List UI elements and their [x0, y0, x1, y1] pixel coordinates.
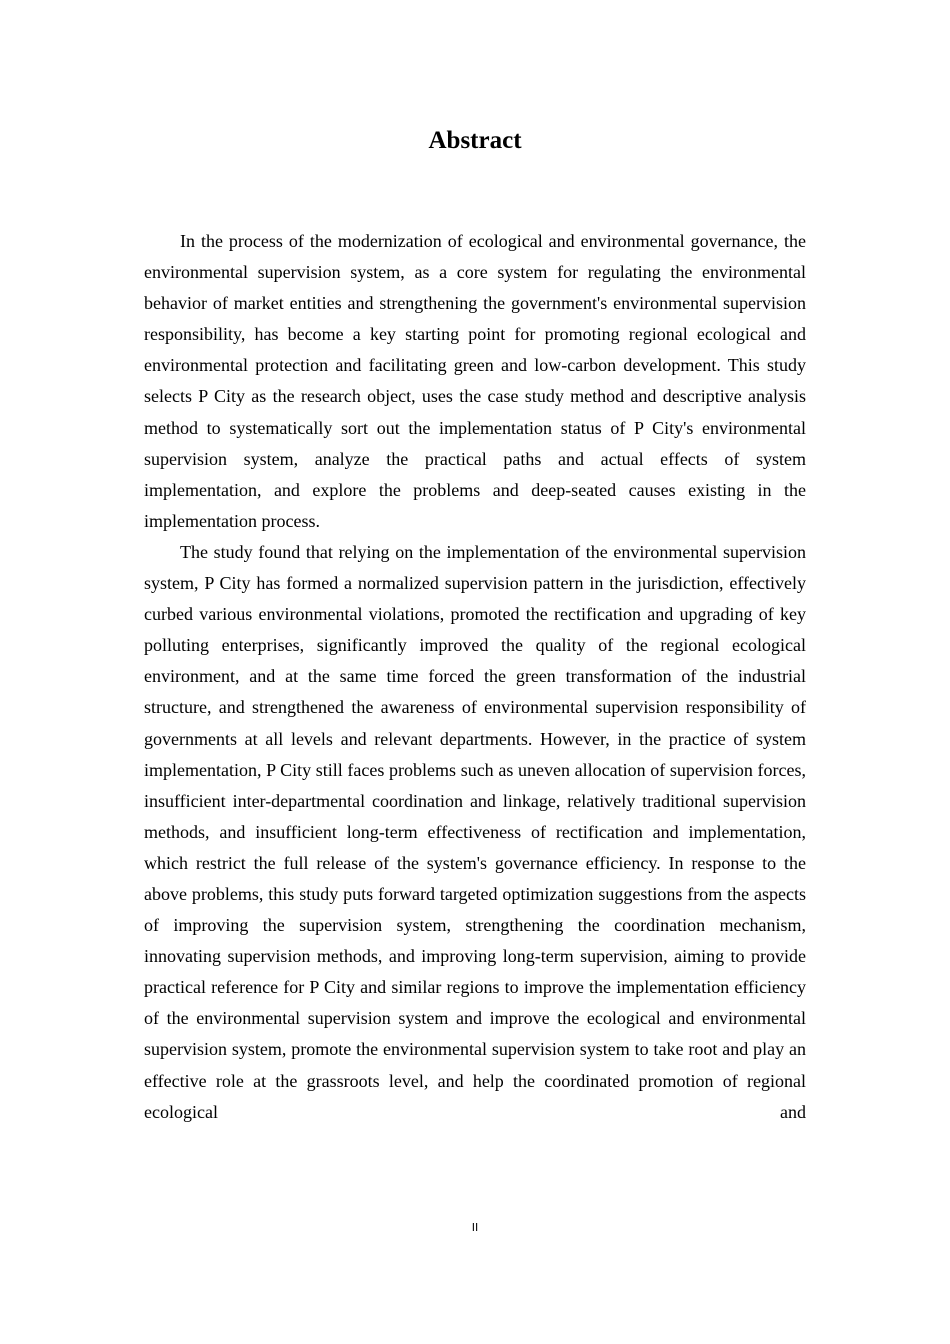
page-number: II: [471, 1221, 479, 1234]
abstract-title: Abstract: [428, 127, 522, 154]
abstract-paragraph-2: The study found that relying on the implementation of the environmental supervision system, P City has formed a normalized supervision pattern in the jurisdiction, effectively curbed various environmental violations, promoted the rectification and upgrading of key polluting enterprises, significantly improved the quality of the regional ecological environment, and at the same time forced the green transformation of the industrial structure, and strengthened the awareness of environmental supervision responsibility of governments at all levels and relevant departments. However, in the practice of system implementation, P City still faces problems such as uneven allocation of supervision forces, insufficient inter-departmental coordination and linkage, relatively traditional supervision methods, and insufficient long-term effectiveness of rectification and implementation, which restrict the full release of the system's governance efficiency. In response to the above problems, this study puts forward targeted optimization suggestions from the aspects of improving the supervision system, strengthening the coordination mechanism, innovating supervision methods, and improving long-term supervision, aiming to provide practical reference for P City and similar regions to improve the implementation efficiency of the environmental supervision system and improve the ecological and environmental supervision system, promote the environmental supervision system to take root and play an effective role at the grassroots level, and help the coordinated promotion of regional ecological and: [144, 541, 806, 1122]
abstract-body: [144, 226, 806, 1128]
abstract-paragraph-1: In the process of the modernization of ecological and environmental governance, the environmental supervision system, as a core system for regulating the environmental behavior of market entities and strengthening the government's environmental supervision responsibility, has become a key starting point for promoting regional ecological and environmental protection and facilitating green and low-carbon development. This study selects P City as the research object, uses the case study method and descriptive analysis method to systematically sort out the implementation status of P City's environmental supervision system, analyze the practical paths and actual effects of system implementation, and explore the problems and deep-seated causes existing in the implementation process.: [144, 231, 806, 531]
